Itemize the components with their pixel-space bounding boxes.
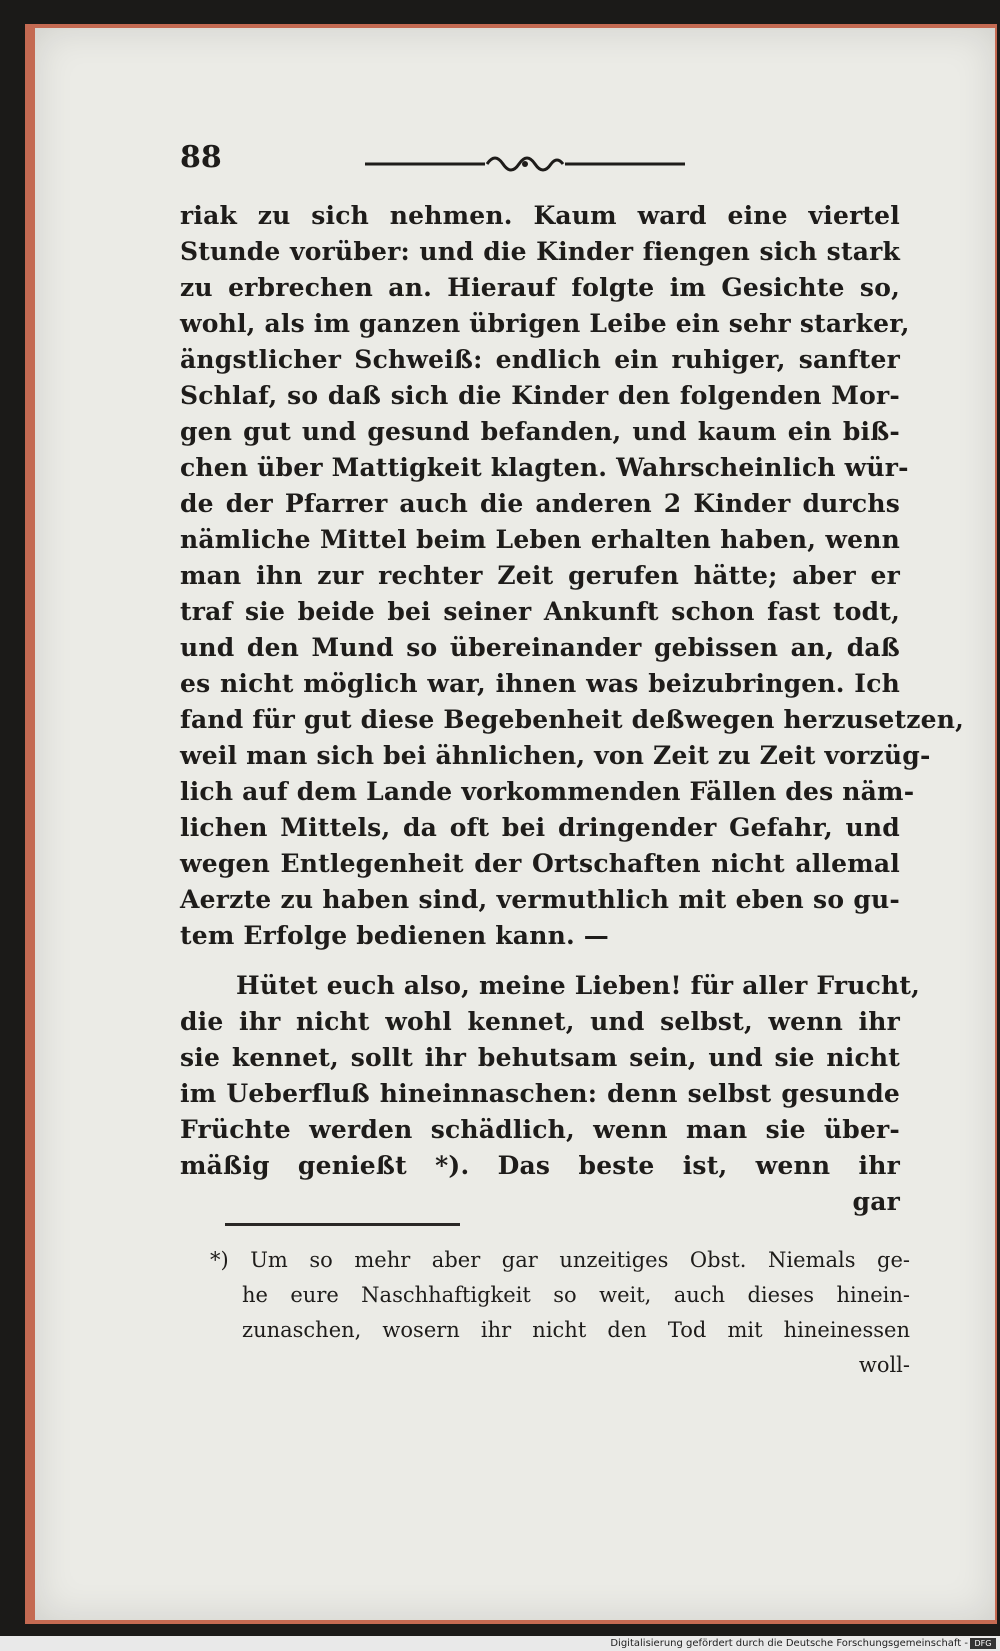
book-page xyxy=(35,28,995,1620)
footnote-line: woll- xyxy=(858,1353,910,1377)
text-line: Hütet euch also, meine Lieben! für aller Frucht, xyxy=(236,971,921,1000)
text-line: ängstlicher Schweiß: endlich ein ruhiger, sanfter xyxy=(180,345,900,374)
text-line: lich auf dem Lande vorkommenden Fällen des näm- xyxy=(180,777,915,806)
text-line: nämliche Mittel beim Leben erhalten haben, wenn xyxy=(180,525,900,554)
text-line: gen gut und gesund befanden, und kaum ein biß- xyxy=(180,417,900,446)
text-line: sie kennet, sollt ihr behutsam sein, und sie nicht xyxy=(180,1043,900,1072)
text-line: zu erbrechen an. Hierauf folgte im Gesichte so, xyxy=(180,273,900,302)
text-line: mäßig genießt *). Das beste ist, wenn ihr xyxy=(180,1151,900,1180)
header-ornament xyxy=(365,148,685,178)
text-line: weil man sich bei ähnlichen, von Zeit zu Zeit vorzüg- xyxy=(180,741,931,770)
footnote-rule xyxy=(225,1223,460,1226)
text-line: riak zu sich nehmen. Kaum ward eine viertel xyxy=(180,201,900,230)
text-line: wohl, als im ganzen übrigen Leibe ein sehr starker, xyxy=(180,309,910,338)
text-line: tem Erfolge bedienen kann. — xyxy=(180,921,609,950)
text-line: fand für gut diese Begebenheit deßwegen herzusetzen, xyxy=(180,705,965,734)
footnote-line: *) Um so mehr aber gar unzeitiges Obst. Niemals ge- xyxy=(210,1248,910,1272)
text-line: und den Mund so übereinander gebissen an, daß xyxy=(180,633,900,662)
text-line: Früchte werden schädlich, wenn man sie über- xyxy=(180,1115,900,1144)
footnote xyxy=(210,1243,910,1383)
footnote-line: he eure Naschhaftigkeit so weit, auch dieses hinein- xyxy=(242,1283,910,1307)
text-line: man ihn zur rechter Zeit gerufen hätte; aber er xyxy=(180,561,900,590)
catchword: gar xyxy=(852,1187,900,1216)
main-text xyxy=(180,198,965,1220)
dfg-logo: DFG xyxy=(970,1638,996,1649)
text-line: chen über Mattigkeit klagten. Wahrscheinlich wür- xyxy=(180,453,909,482)
text-line: im Ueberfluß hineinnaschen: denn selbst gesunde xyxy=(180,1079,900,1108)
page-number: 88 xyxy=(180,140,222,175)
text-line: lichen Mittels, da oft bei dringender Gefahr, und xyxy=(180,813,900,842)
text-line: es nicht möglich war, ihnen was beizubringen. Ich xyxy=(180,669,900,698)
text-line: de der Pfarrer auch die anderen 2 Kinder durchs xyxy=(180,489,900,518)
text-line: die ihr nicht wohl kennet, und selbst, wenn ihr xyxy=(180,1007,900,1036)
footnote-line: zunaschen, wosern ihr nicht den Tod mit hineinessen xyxy=(242,1318,910,1342)
text-line: Aerzte zu haben sind, vermuthlich mit eben so gu- xyxy=(180,885,900,914)
text-line: Stunde vorüber: und die Kinder fiengen sich stark xyxy=(180,237,900,266)
text-line: traf sie beide bei seiner Ankunft schon fast todt, xyxy=(180,597,900,626)
funding-credit: Digitalisierung gefördert durch die Deutsche Forschungsgemeinschaft - xyxy=(610,1638,968,1649)
text-line: Schlaf, so daß sich die Kinder den folgenden Mor- xyxy=(180,381,900,410)
text-line: wegen Entlegenheit der Ortschaften nicht allemal xyxy=(180,849,900,878)
digitization-footer xyxy=(0,1636,1000,1651)
